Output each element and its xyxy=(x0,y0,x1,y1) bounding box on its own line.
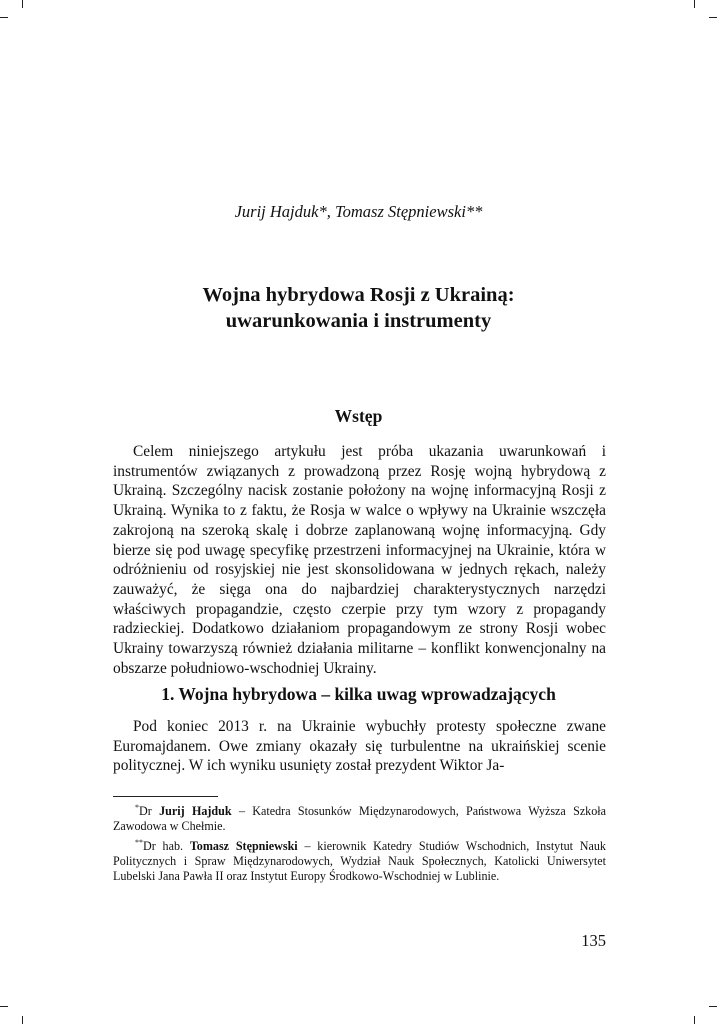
crop-mark xyxy=(0,17,8,18)
crop-mark xyxy=(694,0,695,8)
article-title xyxy=(0,282,717,334)
crop-mark xyxy=(694,1016,695,1024)
intro-paragraph: Celem niniejszego artykułu jest próba ukazania uwarunkowań i instrumentów związanych z prowadzoną przez Rosję wojną hybrydową z Ukrainą. Szczególny nacisk zostanie położony na wojnę informacyjną Rosji z Ukrainą. Wynika to z faktu, że Rosja w walce o wpływy na Ukrainie wszczęła zakrojoną na szeroką skalę i dobrze zaplanowaną wojnę informacyjną. Gdy bierze się pod uwagę specyfikę przestrzeni informacyjnej na Ukrainie, która w odróżnieniu od rosyjskiej nie jest skonsolidowana w jednych rękach, należy zauważyć, że sięga ona do najbardziej charakterystycznych narzędzi właściwych propagandzie, często czerpie przy tym wzory z propagandy radzieckiej. Dodatkowo działaniom propagandowym ze strony Rosji wobec Ukrainy towarzyszą również działania militarne – konflikt konwencjonalny na obszarze południowo-wschodniej Ukrainy. xyxy=(113,443,606,677)
crop-mark xyxy=(22,1016,23,1024)
footnote-prefix: Dr hab. xyxy=(143,838,184,853)
section-1-paragraph: Pod koniec 2013 r. na Ukrainie wybuchły protesty społeczne zwane Euromajdanem. Owe zmiany okazały się turbulentne na ukraińskiej scenie politycznej. W ich wyniku usunięty został prezydent Wiktor Ja- xyxy=(113,718,606,775)
section-1-heading: 1. Wojna hybrydowa – kilka uwag wprowadzających xyxy=(161,684,556,704)
footnote-divider xyxy=(113,796,218,797)
title-line-1: Wojna hybrydowa Rosji z Ukrainą: xyxy=(202,284,515,306)
crop-mark xyxy=(709,17,717,18)
crop-mark xyxy=(0,1006,8,1007)
footnote-text: – Katedra Stosunków Międzynarodowych, Państwowa Wyższa Szkoła Zawodowa w Chełmie. xyxy=(113,804,607,834)
footnote-text: – kierownik Katedry Studiów Wschodnich, Instytut Nauk Politycznych i Spraw Międzynarodowych, Wydział Nauk Społecznych, Katolicki Uniwersytet Lubelski Jana Pawła II oraz Instytut Europy Środkowo-Wschodniej w Lublinie. xyxy=(113,838,606,884)
page-number: 135 xyxy=(581,931,606,950)
intro-heading: Wstęp xyxy=(334,406,383,426)
crop-mark xyxy=(709,1006,717,1007)
footnote-marker: ** xyxy=(135,837,143,847)
footnote-prefix: Dr xyxy=(139,804,152,819)
footnote-1 xyxy=(113,800,606,835)
crop-mark xyxy=(22,0,23,8)
article-authors: Jurij Hajduk*, Tomasz Stępniewski** xyxy=(234,202,483,221)
footnote-author-name: Jurij Hajduk xyxy=(159,804,232,819)
footnote-author-name: Tomasz Stępniewski xyxy=(189,838,298,853)
title-line-2: uwarunkowania i instrumenty xyxy=(225,310,492,332)
footnote-2 xyxy=(113,835,606,885)
footnotes xyxy=(113,800,606,885)
intro-body xyxy=(113,442,606,678)
section-1-body xyxy=(113,717,606,776)
footnote-marker: * xyxy=(135,803,139,812)
